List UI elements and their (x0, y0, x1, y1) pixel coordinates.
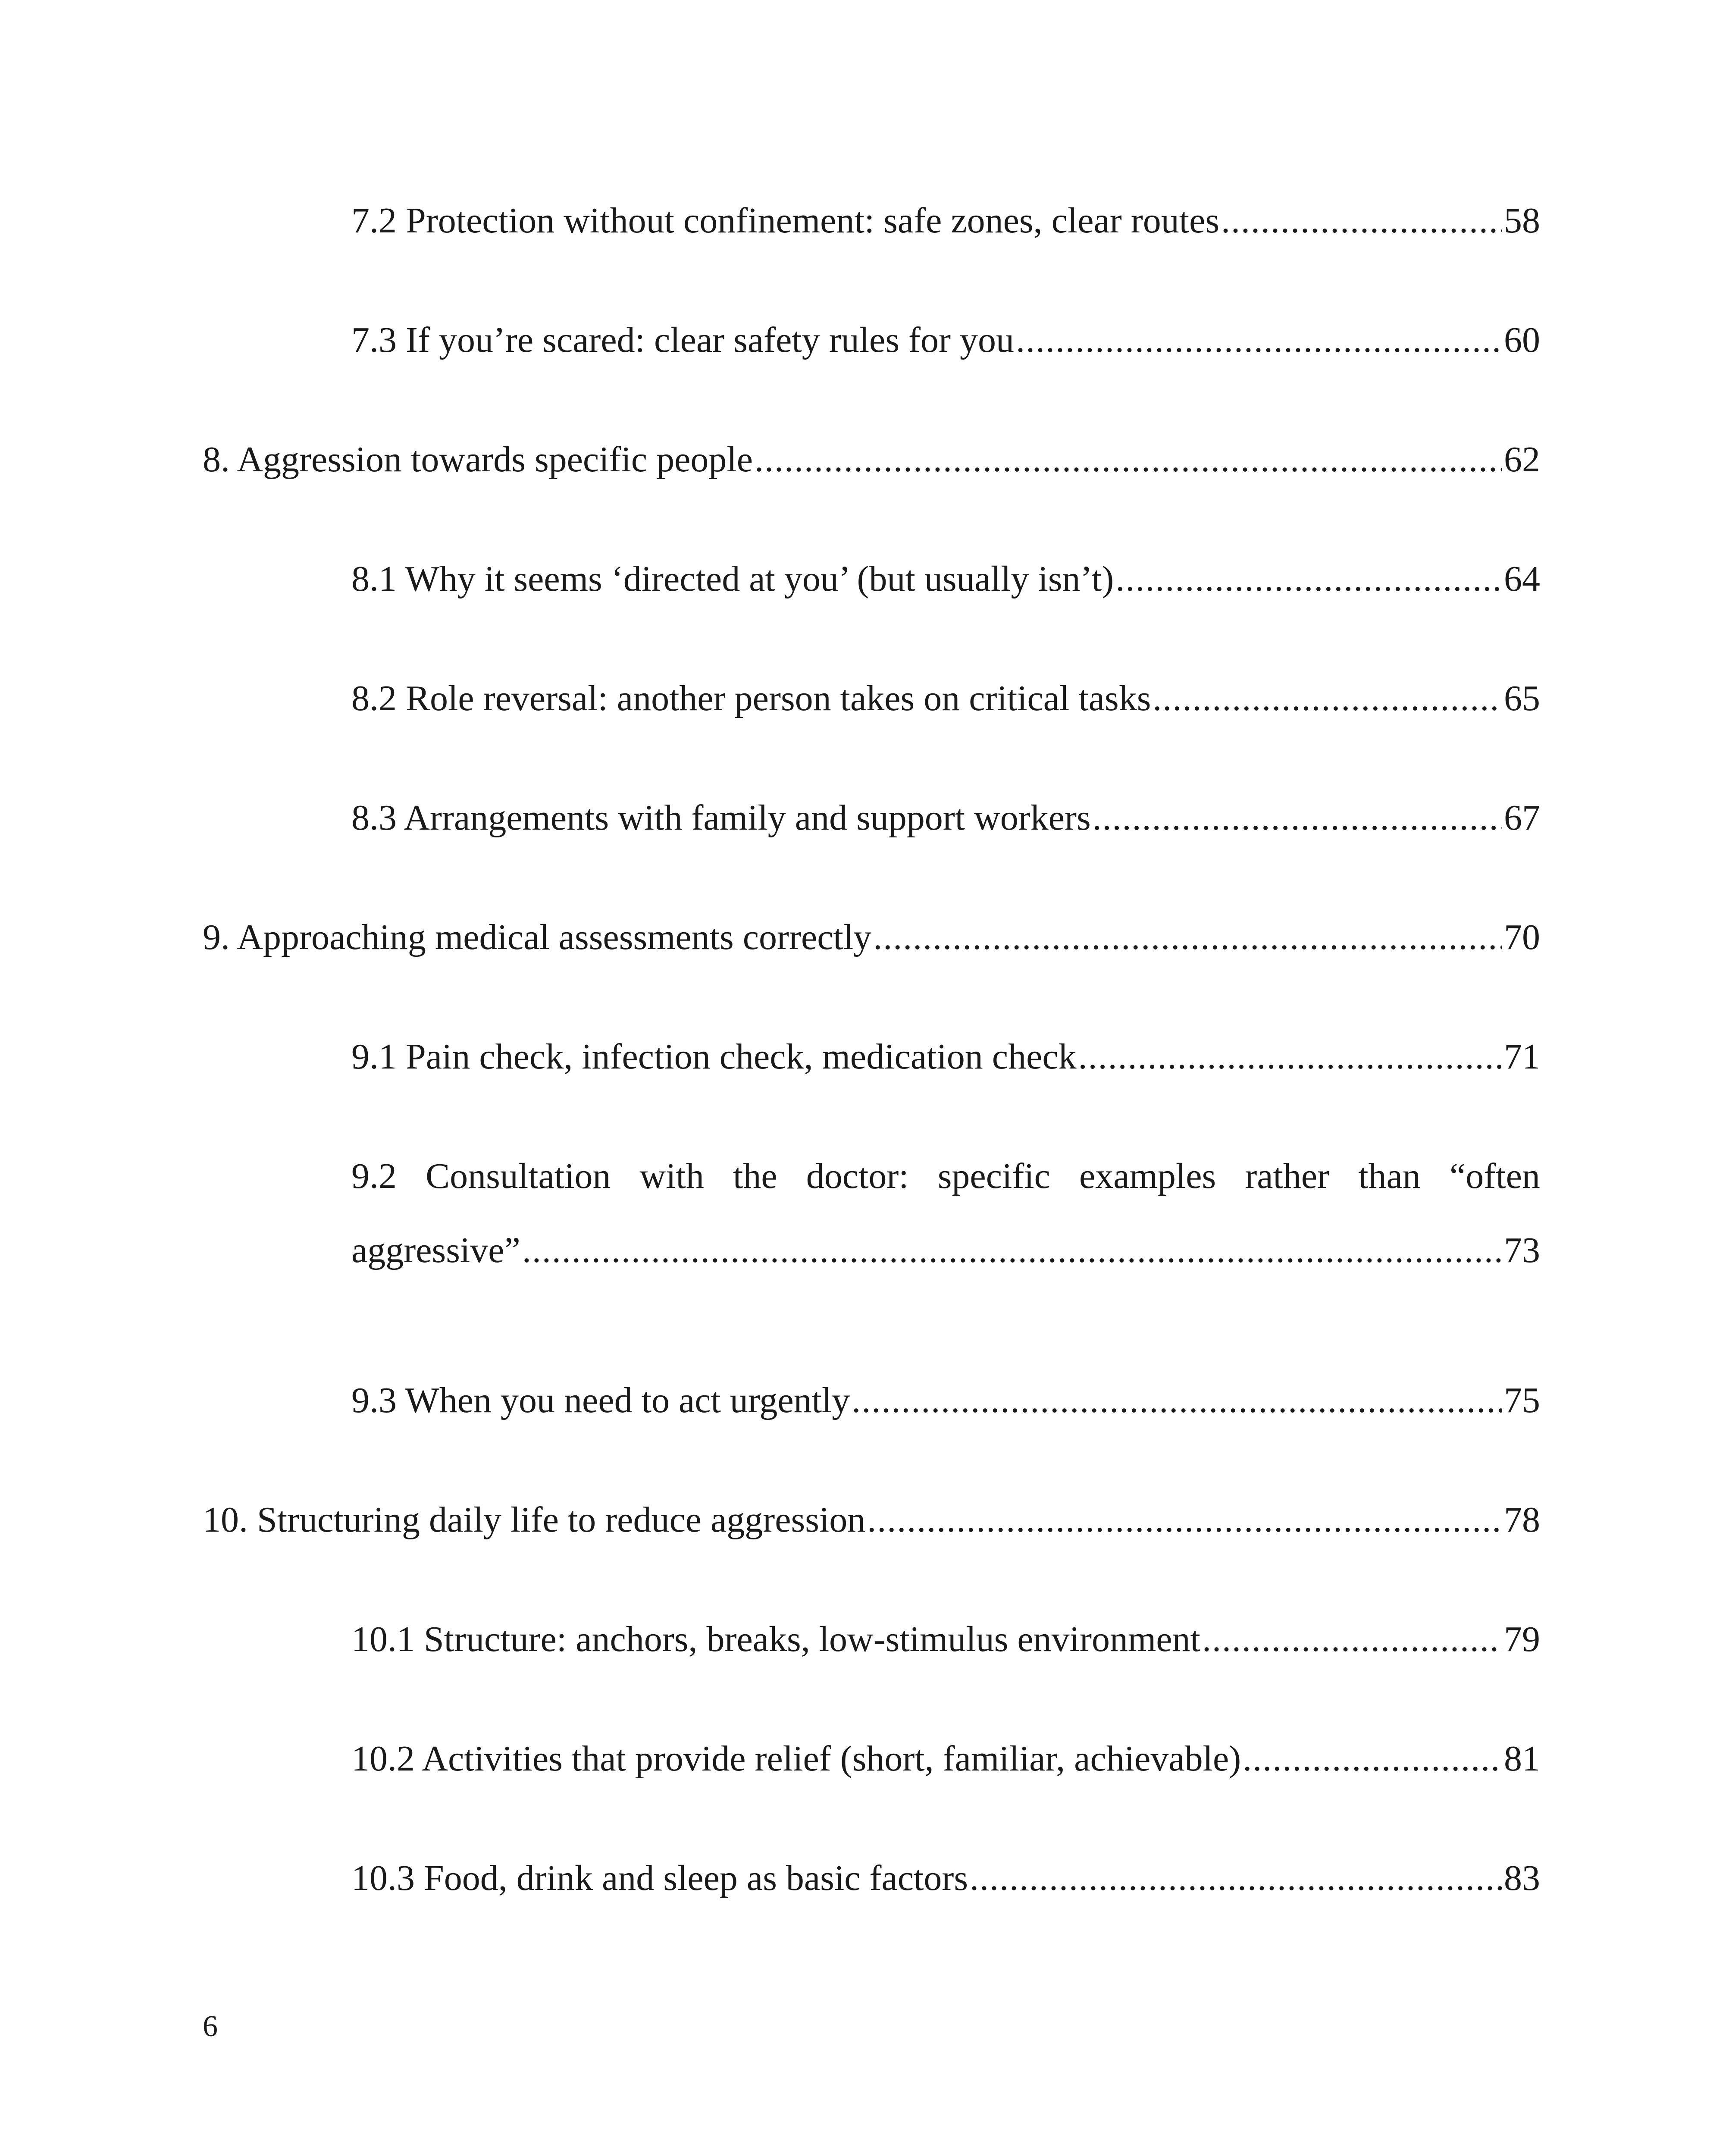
title-word: doctor: (806, 1156, 909, 1196)
dot-leader (873, 919, 1502, 956)
toc-entry-8-1[interactable] (351, 561, 1540, 597)
title-word: specific (937, 1156, 1050, 1196)
dot-leader (1016, 322, 1502, 358)
toc-entry-title: 9. Approaching medical assessments correctly (203, 917, 872, 957)
toc-entry-title: 8. Aggression towards specific people (203, 439, 753, 479)
title-word: Consultation (426, 1156, 611, 1196)
toc-entry-9[interactable] (203, 919, 1540, 956)
dot-leader (1202, 1621, 1502, 1658)
dot-leader (1153, 680, 1502, 717)
toc-entry-title: 8.3 Arrangements with family and support workers (351, 798, 1091, 838)
title-word: than (1358, 1156, 1421, 1196)
toc-entry-page: 71 (1504, 1037, 1540, 1077)
toc-entry-title: 8.1 Why it seems ‘directed at you’ (but usually isn’t) (351, 559, 1114, 599)
toc-entry-9-2[interactable] (351, 1158, 1540, 1269)
toc-entry-9-3[interactable] (351, 1382, 1540, 1419)
dot-leader (852, 1382, 1502, 1419)
toc-entry-title: aggressive” (351, 1230, 520, 1270)
dot-leader (1078, 1039, 1502, 1075)
toc-entry-10-3[interactable] (351, 1860, 1540, 1896)
toc-entry-8-3[interactable] (351, 800, 1540, 836)
toc-entry-page: 67 (1504, 798, 1540, 838)
dot-leader (522, 1232, 1502, 1269)
toc-entry-title: 10.3 Food, drink and sleep as basic factors (351, 1858, 968, 1898)
title-word: with (639, 1156, 704, 1196)
dot-leader (1221, 203, 1502, 239)
toc-entry-page: 58 (1504, 201, 1540, 241)
toc-entry-page: 62 (1504, 439, 1540, 479)
toc-entry-8[interactable] (203, 439, 1540, 479)
toc-entry-title: 10.1 Structure: anchors, breaks, low-stimulus environment (351, 1619, 1200, 1659)
dot-leader (1093, 800, 1502, 836)
toc-entry-7-2[interactable] (351, 203, 1540, 239)
title-word: rather (1245, 1156, 1330, 1196)
title-word: 9.2 (351, 1156, 397, 1196)
toc-entry-page: 65 (1504, 678, 1540, 718)
toc-entry-9-1[interactable] (351, 1039, 1540, 1075)
toc-entry-title-line-1 (351, 1158, 1540, 1194)
title-word: “often (1450, 1156, 1540, 1196)
dot-leader (1243, 1741, 1502, 1777)
toc-entry-page: 81 (1504, 1739, 1540, 1779)
toc-entry-page: 75 (1504, 1380, 1540, 1420)
toc-entry-page: 64 (1504, 559, 1540, 599)
toc-entry-page: 60 (1504, 320, 1540, 360)
toc-entry-10[interactable] (203, 1502, 1540, 1538)
toc-entry-title: 7.3 If you’re scared: clear safety rules for you (351, 320, 1014, 360)
toc-entry-page: 73 (1504, 1230, 1540, 1270)
page-number: 6 (203, 2010, 218, 2043)
toc-entry-7-3[interactable] (351, 322, 1540, 358)
toc-entry-8-2[interactable] (351, 680, 1540, 717)
toc-entry-title-line-2 (351, 1232, 1540, 1269)
toc-entry-title: 9.3 When you need to act urgently (351, 1380, 850, 1420)
toc-entry-10-1[interactable] (351, 1621, 1540, 1658)
toc-entry-title: 9.1 Pain check, infection check, medication check (351, 1037, 1077, 1077)
dot-leader (867, 1502, 1502, 1538)
toc-entry-title: 10.2 Activities that provide relief (short, familiar, achievable) (351, 1739, 1241, 1779)
toc-entry-page: 78 (1504, 1500, 1540, 1540)
toc-entry-page: 70 (1504, 917, 1540, 957)
title-word: examples (1079, 1156, 1216, 1196)
dot-leader (970, 1860, 1502, 1896)
toc-entry-page: 83 (1504, 1858, 1540, 1898)
toc-entry-10-2[interactable] (351, 1741, 1540, 1777)
toc-entry-title: 7.2 Protection without confinement: safe zones, clear routes (351, 201, 1220, 241)
dot-leader (755, 442, 1502, 478)
toc-entry-title: 8.2 Role reversal: another person takes on critical tasks (351, 678, 1151, 718)
title-word: the (733, 1156, 777, 1196)
toc-entry-title: 10. Structuring daily life to reduce aggression (203, 1500, 866, 1540)
dot-leader (1115, 561, 1502, 597)
toc-entry-page: 79 (1504, 1619, 1540, 1659)
